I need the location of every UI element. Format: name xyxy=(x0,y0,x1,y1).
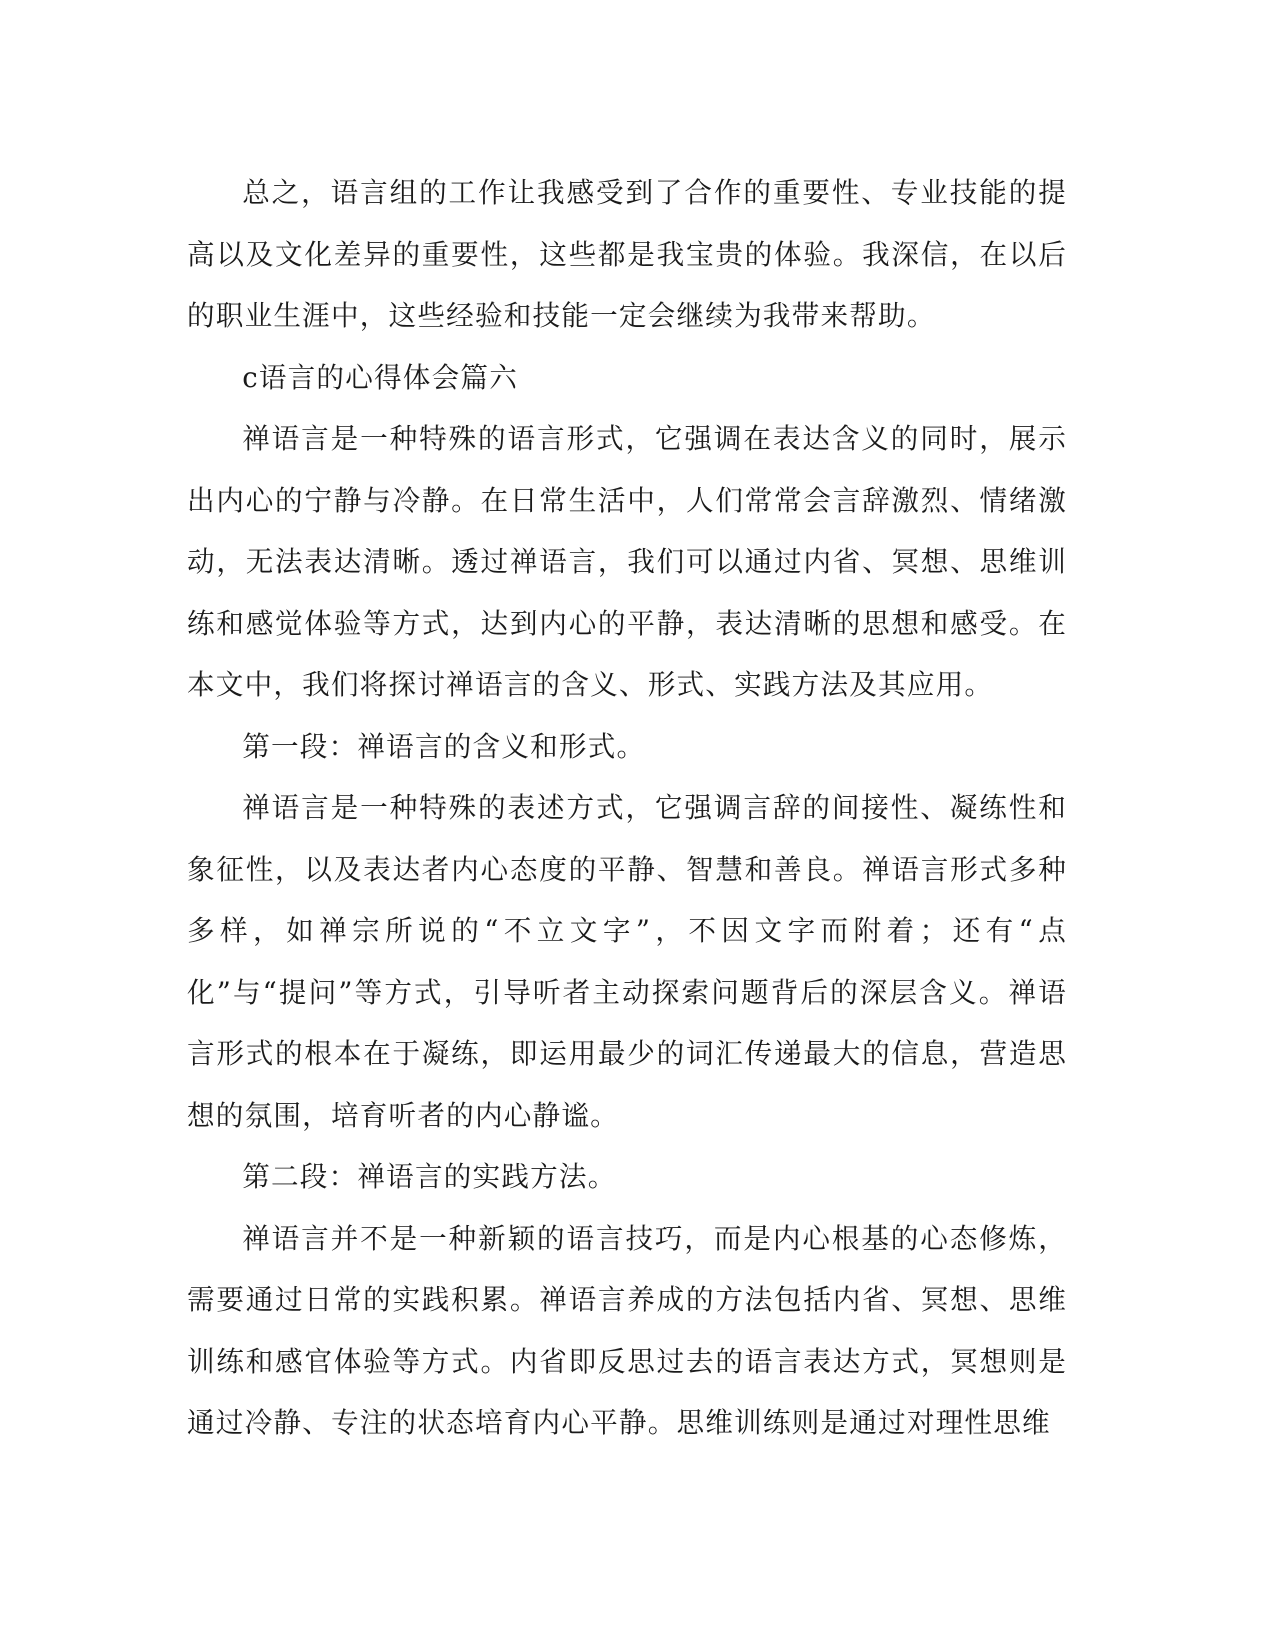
paragraph-intro: 禅语言是一种特殊的语言形式，它强调在表达含义的同时，展示出内心的宁静与冷静。在日常生活中，人们常常会言辞激烈、情绪激动，无法表达清晰。透过禅语言，我们可以通过内省、冥想、思维训练和感觉体验等方式，达到内心的平静，表达清晰的思想和感受。在本文中，我们将探讨禅语言的含义、形式、实践方法及其应用。 xyxy=(187,422,1067,701)
section-heading-1: 第一段：禅语言的含义和形式。 xyxy=(242,729,646,763)
section-title: c语言的心得体会篇六 xyxy=(242,360,518,394)
paragraph-meaning-form: 禅语言是一种特殊的表述方式，它强调言辞的间接性、凝练性和象征性，以及表达者内心态度的平静、智慧和善良。禅语言形式多种多样，如禅宗所说的“不立文字”，不因文字而附着；还有“点化”与“提问”等方式，引导听者主动探索问题背后的深层含义。禅语言形式的根本在于凝练，即运用最少的词汇传递最大的信息，营造思想的氛围，培育听者的内心静谧。 xyxy=(187,791,1067,1132)
paragraph-practice: 禅语言并不是一种新颖的语言技巧，而是内心根基的心态修炼，需要通过日常的实践积累。禅语言养成的方法包括内省、冥想、思维训练和感官体验等方式。内省即反思过去的语言表达方式，冥想则是通过冷静、专注的状态培育内心平静。思维训练则是通过对理性思维 xyxy=(187,1221,1067,1439)
document-body xyxy=(187,162,1067,1454)
section-heading-2: 第二段：禅语言的实践方法。 xyxy=(242,1160,617,1193)
paragraph-summary: 总之，语言组的工作让我感受到了合作的重要性、专业技能的提高以及文化差异的重要性，这些都是我宝贵的体验。我深信，在以后的职业生涯中，这些经验和技能一定会继续为我带来帮助。 xyxy=(187,176,1067,332)
